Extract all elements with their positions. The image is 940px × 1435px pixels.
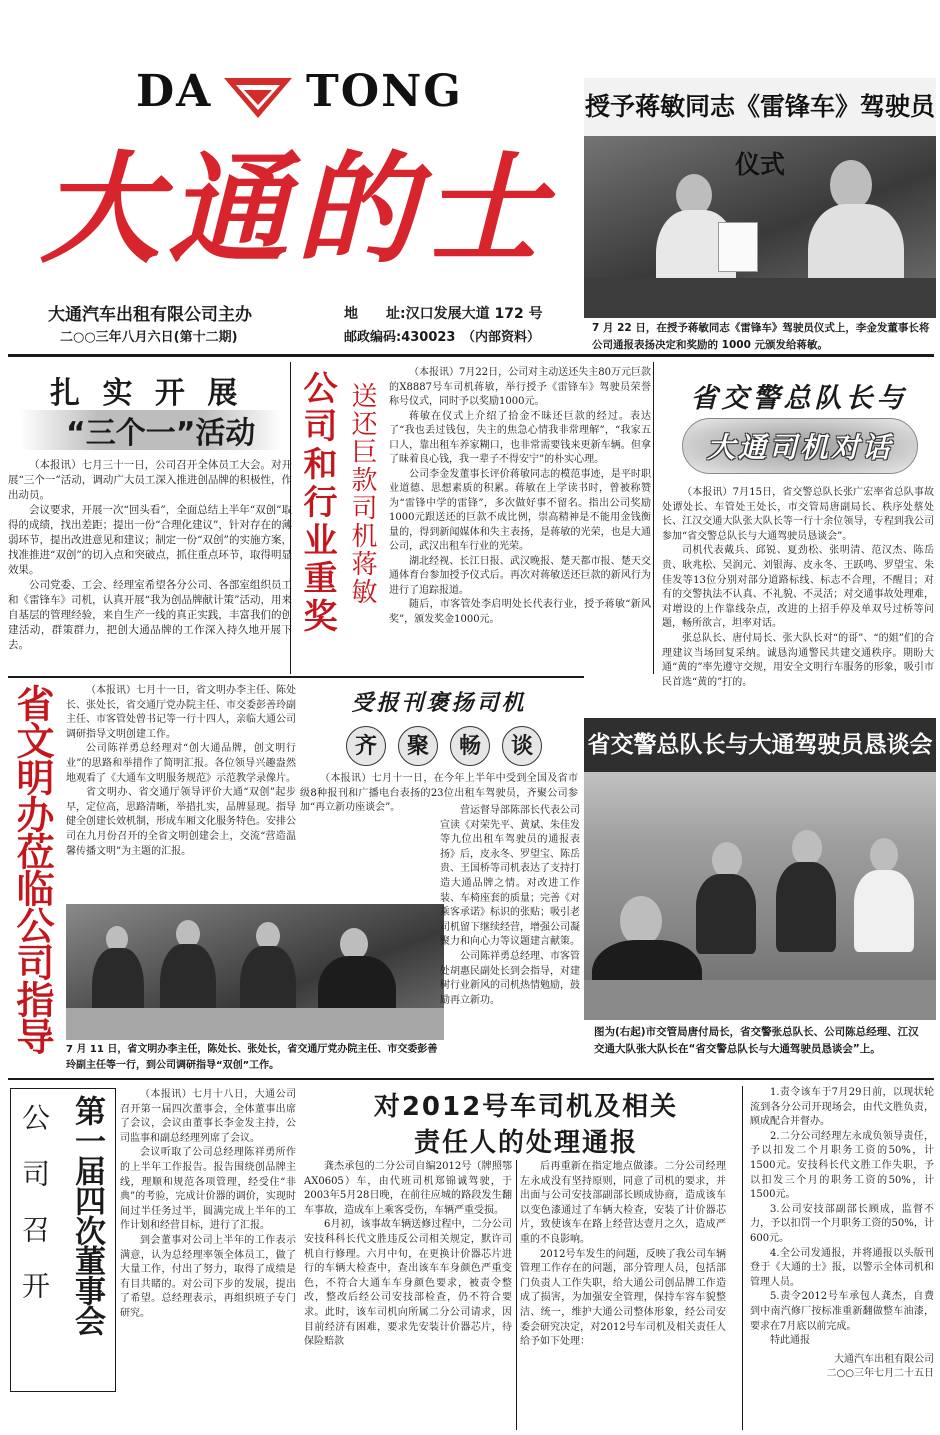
- article6-body: [120, 1088, 296, 1322]
- section-divider: [8, 1078, 934, 1080]
- article1-body: [8, 458, 292, 653]
- board-title-box: [10, 1088, 116, 1392]
- article4-caption: 7 月 11 日，省文明办李主任，陈处长、张处长，省交通厅党办院主任、市交委彭善玲副主任等一行，到公司调研指导“双创”工作。: [66, 1044, 438, 1071]
- paragraph: 会议要求，开展一次“回头看”，全面总结上半年“双创”取得的成绩，找出差距；提出一份“合理化建议”，针对存在的薄弱环节，提出改进意见和建议；制定一份“双创”的实施方案，找准推进“双创”的切入点和突破点，抓住重点环节，取得明显效果。: [8, 504, 292, 576]
- article7-title-line1: 对2012号车司机及相关: [373, 1092, 679, 1122]
- article-2012-notice: [302, 1084, 936, 1434]
- paragraph: 随后，市客管处李启明处长代表行业，授予蒋敏“新风奖”，颁发奖金1000元。: [389, 599, 651, 625]
- signature-company: 大通汽车出租有限公司: [834, 1353, 934, 1365]
- paragraph: （本报讯）7月22日，公司对主动送还失主80万元巨款的X8887号车司机蒋敏，举行授予《雷锋车》驾驶员荣誉称号仪式，同时予以奖励1000元。: [389, 367, 651, 407]
- paragraph: 公司党委、工会、经理室希望各分公司、各部室组织员工和《雷锋车》司机，认真开展“我为创品牌献计策”活动，用来自基层的管理经验，来自生产一线的真正实践，丰富我们的创建活动，群策群力，把创大通品牌的工作深入持久地开展下去。: [8, 579, 292, 651]
- photo-banner: 省交警总队长与大通驾驶员恳谈会: [584, 718, 936, 772]
- article-three-one: [8, 364, 293, 676]
- ceremony-photo: [584, 78, 936, 318]
- paragraph: 省文明办、省交通厅领导评价大通“双创”起步早，定位高，思路清晰，举措扎实，品牌显现。指导健全创建长效机制，形成车厢文化服务特色。安排公司在九月份召开的全省文明创建会上，交流“营造温馨传播文明”为主题的汇报。: [66, 787, 296, 857]
- article1-title-line2: “三个一”活动: [66, 416, 256, 451]
- article-reward-box: [290, 362, 654, 674]
- publisher: 大通汽车出租有限公司主办: [48, 305, 252, 325]
- article5-subtitle-row: [346, 726, 546, 768]
- paragraph: 到会董事对公司上半年的工作表示满意，认为总经理率领全体员工，做了大量工作，付出了努力，取得了成绩是有目共睹的。对公司下步的发展，提出了希望。总经理表示，再组织班子专门研究。: [120, 1234, 296, 1319]
- paragraph: 1.责令该车于7月29日前，以现状轮流到各分公司开现场会，由代文胜负责，顾成配合并督办。: [750, 1087, 934, 1128]
- article7-col3: [750, 1086, 934, 1382]
- postcode: 邮政编码:430023 （内部资料）: [344, 330, 540, 345]
- paragraph: 公司李金发董事长评价蒋敏同志的模范事迹，是平时职业道德、思想素质的积累。蒋敏在上学读书时，曾被称赞为“雷锋中学的雷锋”，多次做好事不留名。指出公司奖励1000元跟送还的巨款不成比例，崇高精神是不能用金钱衡量的，得到新闻媒体和失主表扬，是蒋敏的光荣，也是大通公司，武汉出租车行业的光荣。: [389, 468, 651, 552]
- paragraph: 特此通报: [770, 1335, 810, 1347]
- certificate: [718, 222, 758, 272]
- paragraph: 公司陈祥勇总经理、市客管处胡惠民副处长到会指导，对建树行业新风的司机热情勉励，鼓励再立新功。: [440, 950, 580, 1006]
- paragraph: 6月初，该事故车辆送修过程中，二分公司安技科科长代文胜违反公司相关规定，默许司机自行修理。六月中旬，在更换计价器芯片进行的车辆大检查中，查出该车车身颜色严重变色，不符合大通车车身颜色要求，被责令整改，整改后经公司安技部检查，仍不符合要求。此时，该车司机向所属二分公司请求，因目前经济有困难，要求先安装计价器芯片，待保险赔款: [304, 1219, 512, 1348]
- masthead-divider: [8, 354, 934, 357]
- paragraph: 蒋敏在仪式上介绍了拾金不昧还巨款的经过。表达了“我也丢过钱包，失主的焦急心情我非常理解”，“我家五口人，靠出租车养家糊口，也非常需要钱来更新车辆。但拿了昧着良心钱，我一辈子不得安宁”的朴实心理。: [389, 410, 651, 465]
- paragraph: 营运督导部陈部长代表公司宣读《对荣先平、黄斌、朱佳发等九位出租车驾驶员的通报表扬》后，皮永冬、罗望宝、陈岳贵、王国桥等司机表达了支持打造大通品牌之情。对改进工作装、车椅座套的质量；完善《对乘客承诺》标识的张贴；吸引老司机留下继续经营，增强公司凝聚力和向心力等议题建言献策。: [440, 805, 580, 948]
- subtitle-char: 齐: [346, 726, 386, 766]
- article5-title: 受报刊褒扬司机: [351, 690, 527, 716]
- paragraph: （本报讯）七月三十一日，公司召开全体员工大会。对开展“三个一”活动，调动广大员工深入推进创品牌的积极性，作出动员。: [8, 459, 292, 501]
- column-divider: [516, 1160, 517, 1430]
- article7-title-line2: 责任人的处理通报: [413, 1128, 638, 1158]
- paragraph: 司机代表戴兵、邱锐、夏劲松、张明清、范汉杰、陈岳贵、耿兆松、吴润元、刘银海、皮永冬、王跃鸣、罗望宝、朱佳发等13位分别对部分道路标线、标志不合理，不醒目；对有的交警执法不认真、不礼貌、不灵活；对交通事故处理难，对增设的上作靠线杂点，改进的上招手停及单双号过桥等问题，畅所欲言，坦率对话。: [662, 545, 934, 630]
- article2-subhead: 送还巨款司机蒋敏: [347, 382, 377, 606]
- logo-text-left: DA: [136, 66, 213, 117]
- article3-body: [662, 486, 934, 690]
- article6-side-right: 第一届四次董事会: [69, 1095, 105, 1335]
- paragraph: 龚杰承包的二分公司自编2012号（牌照鄂AX0605）车，由代班司机郑锦诚驾驶，于2003年5月28日晚，在前往应城的路段发生翻车事故，造成车上乘客受伤，车辆严重受损。: [304, 1161, 512, 1216]
- subtitle-char: 谈: [502, 726, 542, 766]
- column-divider: [742, 1086, 743, 1430]
- article-praised-drivers: [296, 680, 582, 1080]
- section-divider: [8, 676, 584, 678]
- paragraph: 3.公司安技部副部长顾成，监督不力，予以扣罚一个月职务工资的50%，计600元。: [750, 1203, 934, 1244]
- dialogue-photo: [584, 718, 936, 1020]
- paragraph: （本报讯）7月15日，省交警总队长张广宏率省总队事故处谭处长、车管处王处长，市交管局唐副局长、秩序处蔡处长、江汉交通大队张大队长等一行十余位领导，专程到我公司参加“省交警总队长与大通驾驶员恳谈会”。: [662, 487, 934, 542]
- dialogue-photo-caption: 图为(右起)市交管局唐付局长，省交警张总队长、公司陈总经理、江汉交通大队张大队长在“省交警总队长与大通驾驶员恳谈会”上。: [594, 1026, 919, 1055]
- article-traffic-police: [662, 364, 936, 714]
- paragraph: 公司陈祥勇总经理对“创大通品牌，创文明行业”的思路和举措作了简明汇报。各位领导兴趣盎然地观看了《大通车文明服务规范》示范教学录像片。: [66, 743, 296, 784]
- masthead-title: 大通的士: [40, 139, 552, 280]
- issue-date: 二○○三年八月六日(第十二期): [60, 330, 238, 345]
- paragraph: 5.责令2012号车承包人龚杰，自费到中南汽修厂按标准重新翻做整车油漆，要求在7月底以前完成。: [750, 1291, 934, 1332]
- paragraph: 4.全公司发通报，并将通报以头版刊登于《大通的士》报，以警示全体司机和管理人员。: [750, 1247, 934, 1288]
- article2-headline: 公司和行业重奖: [297, 370, 337, 636]
- article2-body: [389, 366, 651, 627]
- top-photo-block: [584, 78, 936, 356]
- paragraph: 2.二分公司经理左永成负领导责任，予以扣发二个月职务工资的50%，计1500元。安技科长代文胜工作失职，予以扣发三个月的职务工资的50%，计1500元。: [750, 1130, 934, 1201]
- dialogue-photo-block: [584, 718, 936, 1078]
- signature-date: 二○○三年七月二十五日: [826, 1368, 934, 1380]
- address: 地 址:汉口发展大道 172 号: [344, 306, 543, 322]
- article3-title-line2: 大通司机对话: [706, 431, 893, 464]
- article1-title-box: [20, 368, 282, 452]
- photo-banner: 授予蒋敏同志《雷锋车》驾驶员仪式: [584, 78, 936, 136]
- paragraph: （本报讯）七月十八日，大通公司召开第一届四次董事会，全体董事出席了会议，会议由董事长李金发主持，公司监事和副总经理列席了会议。: [120, 1089, 296, 1144]
- subtitle-char: 聚: [398, 726, 438, 766]
- paragraph: （本报讯）七月十一日，在今年上半年中受到全国及省市级8种报刊和广播电台表扬的23位出租车驾驶员，齐聚公司参加“再立新功座谈会”。: [300, 773, 578, 814]
- article-board-meeting: [8, 1084, 300, 1434]
- article5-body: [440, 804, 580, 1008]
- paragraph: 2012号车发生的问题，反映了我公司车辆管理工作存在的问题，部分管理人员，包括部门负责人工作失职，给大通公司创品牌工作造成了损害，为加强安全管理，保持车容车貌整洁、统一，维护大通公司整体形象，经公司安委会研究决定，对2012号车司机及相关责任人给予如下处理：: [520, 1248, 726, 1348]
- article6-side-left: 公 司 召 开: [18, 1103, 51, 1299]
- article3-title-line1: 省交警总队长与: [690, 383, 908, 414]
- paragraph: 后再重新在指定地点做漆。二分公司经理左永成没有坚持原则，同意了司机的要求，并出面与公司安技部副部长顾成协商，造成该车以变色漆通过了车辆大检查，安装了计价器芯片，致使该车在路上经营达壹月之久，造成严重的不良影响。: [520, 1161, 726, 1245]
- logo-emblem-icon: [218, 68, 298, 120]
- article1-title-line1: 扎 实 开 展: [50, 376, 244, 411]
- article4-headline: 省文明办莅临公司指导: [10, 684, 54, 1054]
- paragraph: 湖北经视、长江日报、武汉晚报、楚天都市报、楚天交通体育台参加授予仪式后。再次对蒋敏送还巨款的新风行为进行了追踪报道。: [389, 555, 651, 596]
- article7-col1: [304, 1160, 512, 1350]
- top-photo-caption: 7 月 22 日，在授予蒋敏同志《雷锋车》驾驶员仪式上，李金发董事长将公司通报表扬决定和奖励的 1000 元颁发给蒋敏。: [592, 322, 930, 351]
- subtitle-char: 畅: [450, 726, 490, 766]
- logo-text-right: TONG: [306, 66, 463, 117]
- paragraph: 会议听取了公司总经理陈祥勇所作的上半年工作报告。报告围绕创品牌主线，理顺和规范各项管理，经受住“非典”的考验，完成计价器的调价，实现时间过半任务过半，圆满完成上半年的工作计划和经营目标，进行了汇报。: [120, 1147, 296, 1232]
- paragraph: 张总队长、唐付局长、张大队长对“的哥”、“的姐”们的合理建议当场回复采纳。诚恳沟通警民共建交通秩序。期盼大通“黄的”率先遵守交规，用安全文明行车服务的形象，吸引市民首选“黄的”打的。: [662, 632, 934, 688]
- paragraph: （本报讯）七月十一日，省文明办李主任、陈处长、张处长，省交通厅党办院主任、市交委彭善玲副主任、市客管处曾书记等一行十四人，亲临大通公司调研指导文明创建工作。: [66, 685, 296, 740]
- article4-body: [66, 684, 296, 859]
- article7-col2: [520, 1160, 726, 1350]
